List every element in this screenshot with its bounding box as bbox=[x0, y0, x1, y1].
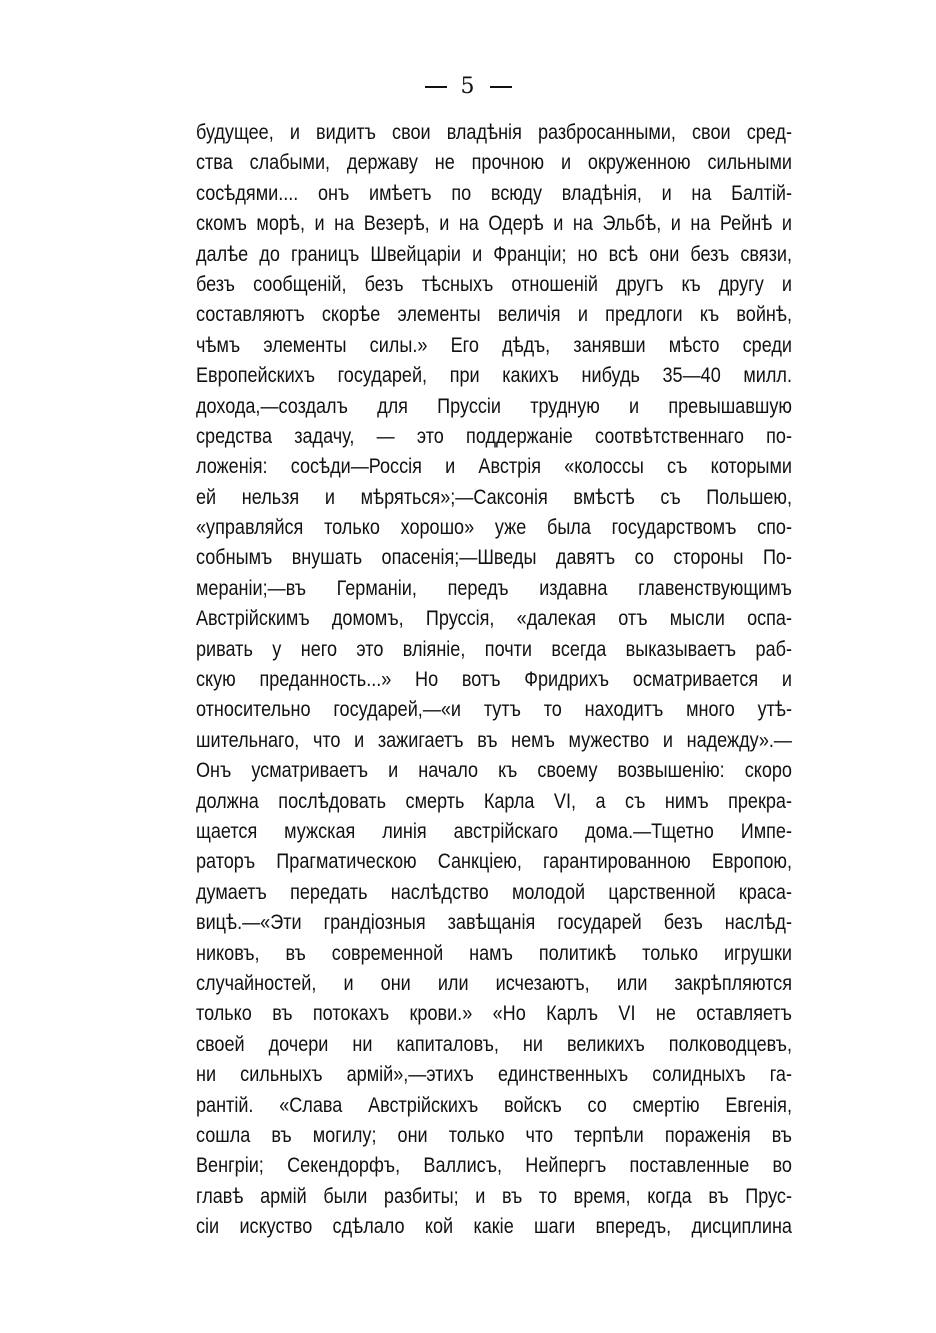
text-line: случайностей, и они или исчезаютъ, или закрѣпляются bbox=[196, 971, 792, 995]
page-number-header bbox=[0, 74, 936, 99]
right-dash bbox=[490, 86, 512, 88]
text-line: ривать у него это вліяніе, почти всегда выказываетъ раб- bbox=[196, 637, 792, 661]
text-line: думаетъ передать наслѣдство молодой царственной краса- bbox=[196, 880, 792, 904]
text-line: ложенія: сосѣди—Россія и Австрія «колоссы съ которыми bbox=[196, 455, 792, 479]
text-line: Австрійскимъ домомъ, Пруссія, «далекая отъ мысли оспа- bbox=[196, 607, 792, 631]
text-line: далѣе до границъ Швейцаріи и Франціи; но всѣ они безъ связи, bbox=[196, 242, 792, 266]
text-line: сосѣдями.... онъ имѣетъ по всюду владѣнія, и на Балтій- bbox=[196, 181, 792, 205]
text-line: средства задачу, — это поддержаніе соотвѣтственнаго по- bbox=[196, 424, 792, 448]
text-line: ни сильныхъ армій»,—этихъ единственныхъ солидныхъ га- bbox=[196, 1063, 792, 1087]
text-line: шительнаго, что и зажигаетъ въ немъ мужество и надежду».— bbox=[196, 728, 792, 752]
text-line: главѣ армій были разбиты; и въ то время, когда въ Прус- bbox=[196, 1184, 792, 1208]
text-line: рантій. «Слава Австрійскихъ войскъ со смертію Евгенія, bbox=[196, 1093, 792, 1117]
text-line: «управляйся только хорошо» уже была государствомъ спо- bbox=[196, 516, 792, 540]
text-line: скомъ морѣ, и на Везерѣ, и на Одерѣ и на Эльбѣ, и на Рейнѣ и bbox=[196, 212, 792, 236]
text-line: вицѣ.—«Эти грандіозныя завѣщанія государей безъ наслѣд- bbox=[196, 911, 792, 935]
text-line: только въ потокахъ крови.» «Но Карлъ VI не оставляетъ bbox=[196, 1002, 792, 1026]
text-line: Онъ усматриваетъ и начало къ своему возвышенію: скоро bbox=[196, 759, 792, 783]
text-line: сошла въ могилу; они только что терпѣли пораженія въ bbox=[196, 1123, 792, 1147]
text-line: дохода,—создалъ для Пруссіи трудную и превышавшую bbox=[196, 394, 792, 418]
text-line: раторъ Прагматическою Санкціею, гарантированною Европою, bbox=[196, 850, 792, 874]
text-line: чѣмъ элементы силы.» Его дѣдъ, занявши мѣсто среди bbox=[196, 333, 792, 357]
text-line: Европейскихъ государей, при какихъ нибудь 35—40 милл. bbox=[196, 364, 792, 388]
text-line: безъ сообщеній, безъ тѣсныхъ отношеній другъ къ другу и bbox=[196, 272, 792, 296]
text-line: скую преданность...» Но вотъ Фридрихъ осматривается и bbox=[196, 668, 792, 692]
left-dash bbox=[425, 86, 447, 88]
body-text bbox=[196, 118, 792, 1242]
text-line: ей нельзя и мѣряться»;—Саксонія вмѣстѣ съ Польшею, bbox=[196, 485, 792, 509]
text-line: ства слабыми, державу не прочною и окруженною сильными bbox=[196, 151, 792, 175]
text-line: мераніи;—въ Германіи, передъ издавна главенствующимъ bbox=[196, 576, 792, 600]
page-number: 5 bbox=[460, 74, 476, 99]
text-line: составляютъ скорѣе элементы величія и предлоги къ войнѣ, bbox=[196, 303, 792, 327]
text-line: своей дочери ни капиталовъ, ни великихъ полководцевъ, bbox=[196, 1032, 792, 1056]
text-line: Венгріи; Секендорфъ, Валлисъ, Нейпергъ поставленные во bbox=[196, 1154, 792, 1178]
text-line: сіи искуство сдѣлало кой какіе шаги впередъ, дисциплина bbox=[196, 1215, 792, 1239]
text-line: собнымъ внушать опасенія;—Шведы давятъ со стороны По- bbox=[196, 546, 792, 570]
text-line: относительно государей,—«и тутъ то находитъ много утѣ- bbox=[196, 698, 792, 722]
text-line: должна послѣдовать смерть Карла VI, а съ нимъ прекра- bbox=[196, 789, 792, 813]
text-line: будущее, и видитъ свои владѣнія разбросанными, свои сред- bbox=[196, 121, 792, 144]
text-line: никовъ, въ современной намъ политикѣ только игрушки bbox=[196, 941, 792, 965]
text-line: щается мужская линія австрійскаго дома.—Тщетно Импе- bbox=[196, 819, 792, 843]
